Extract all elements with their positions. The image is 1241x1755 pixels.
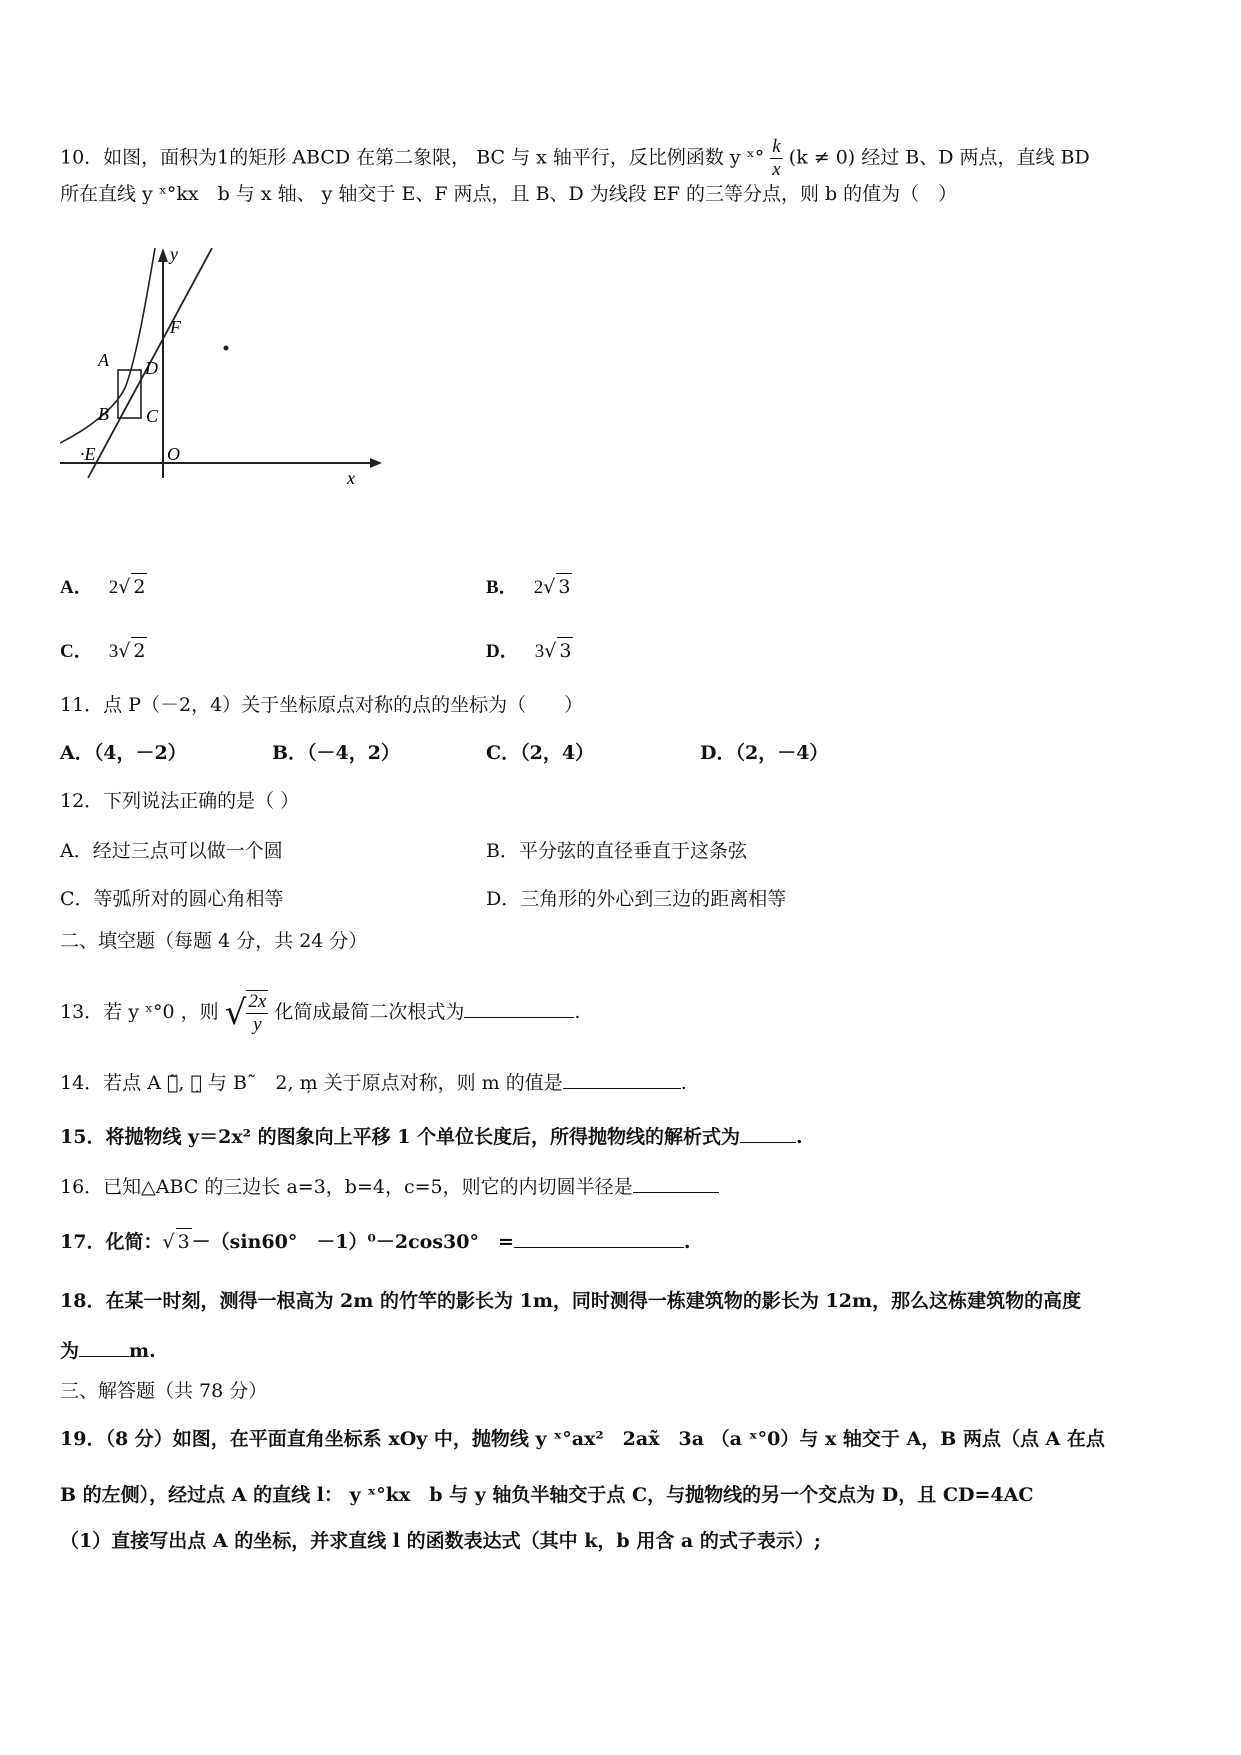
q15-end: . [796,1126,803,1148]
q17-end: . [683,1231,691,1253]
option-label: A． [60,577,93,598]
label-x: x [347,468,355,488]
q10-line1-tail: (k ≠ 0) 经过 B、D 两点，直线 BD [788,146,1090,169]
label-e: ·E [80,444,96,464]
q17-post: －（sin60° －1）⁰－2cos30° = [191,1231,514,1253]
x-axis-arrow-icon [370,458,382,468]
option-radicand: 2 [131,573,147,600]
q10-option-a [60,573,147,601]
q17-answer-blank[interactable] [514,1229,684,1248]
radical-icon: √ [224,993,247,1033]
radical-icon: √ [118,640,131,662]
q13-post: 化简成最简二次根式为 [268,1001,465,1023]
radical-icon: √ [544,640,557,662]
q19-line2: B 的左侧），经过点 A 的直线 l： y ˣ°kx b 与 y 轴负半轴交于点 C，与抛物线的另一个交点为 D，且 CD=4AC [60,1484,1034,1506]
option-label: C． [60,641,93,662]
q10-line2: 所在直线 y ˣ°kx b 与 x 轴、 y 轴交于 E、F 两点，且 B、D 为线段 EF 的三等分点，则 b 的值为（ ） [60,183,958,205]
label-f: F [170,317,181,337]
q11-option-d: D．（2，－4） [700,742,829,764]
y-axis-arrow-icon [158,248,168,262]
q10-fraction [770,136,782,181]
label-o: O [167,444,180,464]
radical-icon: √ [543,576,556,598]
q13-answer-blank[interactable] [464,999,574,1018]
q18-pre: 为 [60,1340,80,1362]
q13-fraction [246,990,268,1036]
q14-end: . [680,1072,687,1094]
section-2-heading: 二、填空题（每题 4 分，共 24 分） [60,930,368,952]
q18-line2 [60,1338,156,1364]
q14-text: 14．若点 A ２̃, １̣ 与 B˜ 2, m̦ 关于原点对称，则 m 的值是 [60,1072,563,1094]
q19-line3: （1）直接写出点 A 的坐标，并求直线 l 的函数表达式（其中 k，b 用含 a 的式子表示）; [60,1530,821,1552]
q13-end: . [574,1001,581,1023]
q18-post: m. [129,1340,156,1362]
label-a: A [98,350,109,370]
q18-line1: 18．在某一时刻，测得一根高为 2m 的竹竿的影长为 1m，同时测得一栋建筑物的影长为 12m，那么这栋建筑物的高度 [60,1290,1082,1312]
q16 [60,1174,719,1200]
q12-option-a: A．经过三点可以做一个圆 [60,840,283,862]
q12-option-c: C．等弧所对的圆心角相等 [60,888,284,910]
q16-text: 16．已知△ABC 的三边长 a=3，b=4，c=5，则它的内切圆半径是 [60,1176,633,1198]
option-radicand: 2 [131,637,147,664]
q10-line1-text: 10．如图，面积为1的矩形 ABCD 在第二象限， BC 与 x 轴平行，反比例函数 y ˣ° [60,146,771,169]
option-coef: 3 [108,641,119,662]
label-d: D [145,358,158,378]
q13-frac-num: 2x [248,991,267,1012]
q14-answer-blank[interactable] [563,1070,681,1089]
option-coef: 2 [533,577,544,598]
q11-option-c: C．（2，4） [486,742,595,764]
q11-option-a: A．（4，－2） [60,742,187,764]
section-3-heading: 三、解答题（共 78 分） [60,1380,268,1402]
q10-option-b [486,573,572,601]
q16-answer-blank[interactable] [633,1174,719,1193]
q15-answer-blank[interactable] [740,1124,796,1143]
option-coef: 3 [534,641,545,662]
q10-option-d [486,637,573,665]
q15-text: 15．将抛物线 y＝2x² 的图象向上平移 1 个单位长度后，所得抛物线的解析式为 [60,1126,741,1148]
q12-option-b: B．平分弦的直径垂直于这条弦 [486,840,747,862]
q17 [60,1228,691,1255]
q17-radicand: 3 [176,1228,192,1255]
q19-line1: 19．（8 分）如图，在平面直角坐标系 xOy 中，抛物线 y ˣ°ax² 2ax̃ 3a （a ˣ°0）与 x 轴交于 A，B 两点（点 A 在点 [60,1428,1105,1450]
q13-frac-den: y [253,1014,262,1035]
q18-answer-blank[interactable] [79,1338,129,1357]
coordinate-figure [60,248,400,528]
option-label: D． [486,641,519,662]
q17-pre: 17．化简： [60,1231,163,1253]
q10-figure [60,248,400,532]
label-b: B [98,404,109,424]
label-y: y [170,248,178,264]
q12-option-d: D．三角形的外心到三边的距离相等 [486,888,787,910]
dot-mark [224,346,229,351]
q10-option-c [60,637,147,665]
radical-icon: √ [162,1231,175,1253]
q10-frac-den: x [772,159,781,180]
option-label: B． [486,577,518,598]
q11-stem: 11．点 P（－2，4）关于坐标原点对称的点的坐标为（ ） [60,694,584,716]
q15 [60,1124,803,1150]
label-c: C [146,406,159,426]
q10-frac-num: k [772,136,781,157]
q13-pre: 13．若 y ˣ°0 ，则 [60,1001,225,1023]
option-radicand: 3 [557,637,573,664]
q12-stem: 12．下列说法正确的是（ ） [60,790,300,812]
radical-icon: √ [118,576,131,598]
q11-option-b: B．（－4，2） [272,742,400,764]
q10-line1 [60,136,1090,181]
option-coef: 2 [108,577,119,598]
q13 [60,990,580,1036]
q14 [60,1070,687,1096]
option-radicand: 3 [556,573,572,600]
